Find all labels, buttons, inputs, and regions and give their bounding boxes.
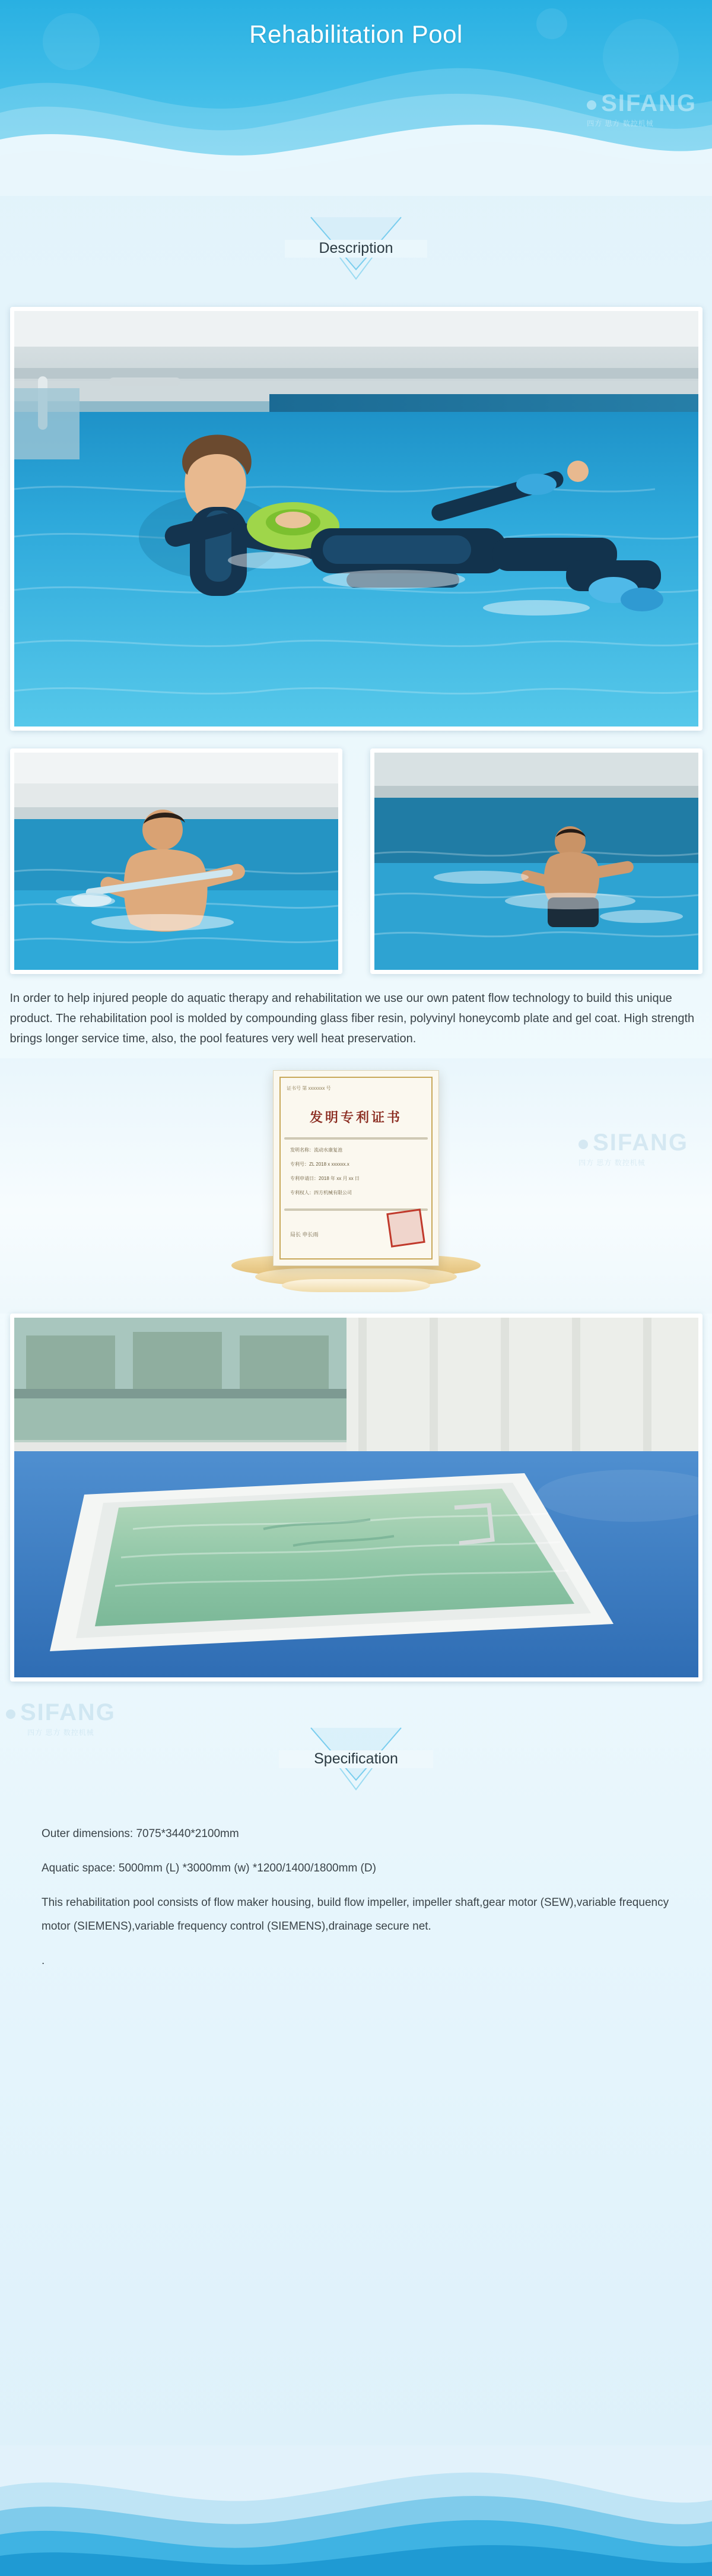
certificate-signature: 局长 申长雨 <box>290 1232 319 1238</box>
certificate-rule-1 <box>284 1137 428 1140</box>
watermark-dot-icon <box>6 1709 15 1719</box>
watermark-brand: SIFANG <box>593 1130 688 1156</box>
section-label-description: Description <box>319 240 393 256</box>
watermark-logo-spec <box>6 1699 116 1737</box>
banner-inner-spec <box>255 1723 457 1800</box>
section-banner-specification <box>0 1682 712 1809</box>
certificate-field-4: 专利权人：四方机械有限公司 <box>290 1190 352 1195</box>
watermark-subtitle: 四方 思方 数控机械 <box>27 1728 94 1737</box>
installed-pool-image <box>14 1318 698 1677</box>
watermark-brand: SIFANG <box>601 90 697 116</box>
watermark-brand: SIFANG <box>20 1699 116 1725</box>
right-image-frame <box>370 748 703 974</box>
spec-item-components: This rehabilitation pool consists of flow maker housing, build flow impeller, impeller shaft,gear motor (SEW),variable frequency motor (SIEMENS),variable frequency control (SIEMENS),drainage secure net. <box>42 1896 669 1933</box>
left-image-frame <box>10 748 342 974</box>
left-image <box>14 753 338 970</box>
section-banner-description <box>0 196 712 299</box>
secondary-image-row <box>10 748 703 974</box>
certificate-field-2: 专利号：ZL 2018 x xxxxxx.x <box>290 1162 349 1167</box>
page-footer <box>0 2445 712 2576</box>
spec-item-aquatic-space: Aquatic space: 5000mm (L) *3000mm (w) *1200/1400/1800mm (D) <box>42 1862 376 1874</box>
footer-wave-graphic <box>0 2445 712 2576</box>
description-paragraph: In order to help injured people do aquatic therapy and rehabilitation we use our own patent flow technology to build this unique product. The rehabilitation pool is molded by compounding glass fiber resin, polyvinyl honeycomb plate and gel coat. High strength brings longer service time, also, the pool features very well heat preservation. <box>9 992 695 1045</box>
description-triangle-icon <box>261 212 451 290</box>
page-title: Rehabilitation Pool <box>249 20 463 48</box>
watermark-subtitle: 四方 思方 数控机械 <box>578 1159 646 1167</box>
hero-image <box>14 311 698 727</box>
certificate-section <box>0 1058 712 1314</box>
installed-pool-frame <box>10 1314 703 1682</box>
watermark-dot-icon <box>578 1140 588 1149</box>
certificate-document <box>273 1070 439 1266</box>
certificate-title: 发明专利证书 <box>309 1110 402 1125</box>
certificate-header-left: 证书号 第 xxxxxxx 号 <box>287 1086 331 1091</box>
specification-triangle-icon <box>255 1723 457 1800</box>
hero-image-frame <box>10 307 703 731</box>
section-label-specification: Specification <box>314 1750 398 1767</box>
spec-item-trailing: . <box>42 1955 45 1967</box>
watermark-subtitle: 四方 思方 数控机械 <box>587 119 654 128</box>
specification-list <box>42 1822 670 1973</box>
watermark-logo-certificate <box>578 1130 688 1168</box>
banner-inner <box>261 212 451 290</box>
certificate-field-3: 专利申请日：2018 年 xx 月 xx 日 <box>290 1176 360 1181</box>
pedestal-layer-3 <box>282 1279 430 1292</box>
right-image <box>374 753 698 970</box>
certificate-field-1: 发明名称：流动水康复池 <box>290 1147 342 1153</box>
page-header <box>0 0 712 196</box>
certificate-seal-icon <box>386 1208 425 1248</box>
spec-item-outer-dimensions: Outer dimensions: 7075*3440*2100mm <box>42 1828 239 1840</box>
